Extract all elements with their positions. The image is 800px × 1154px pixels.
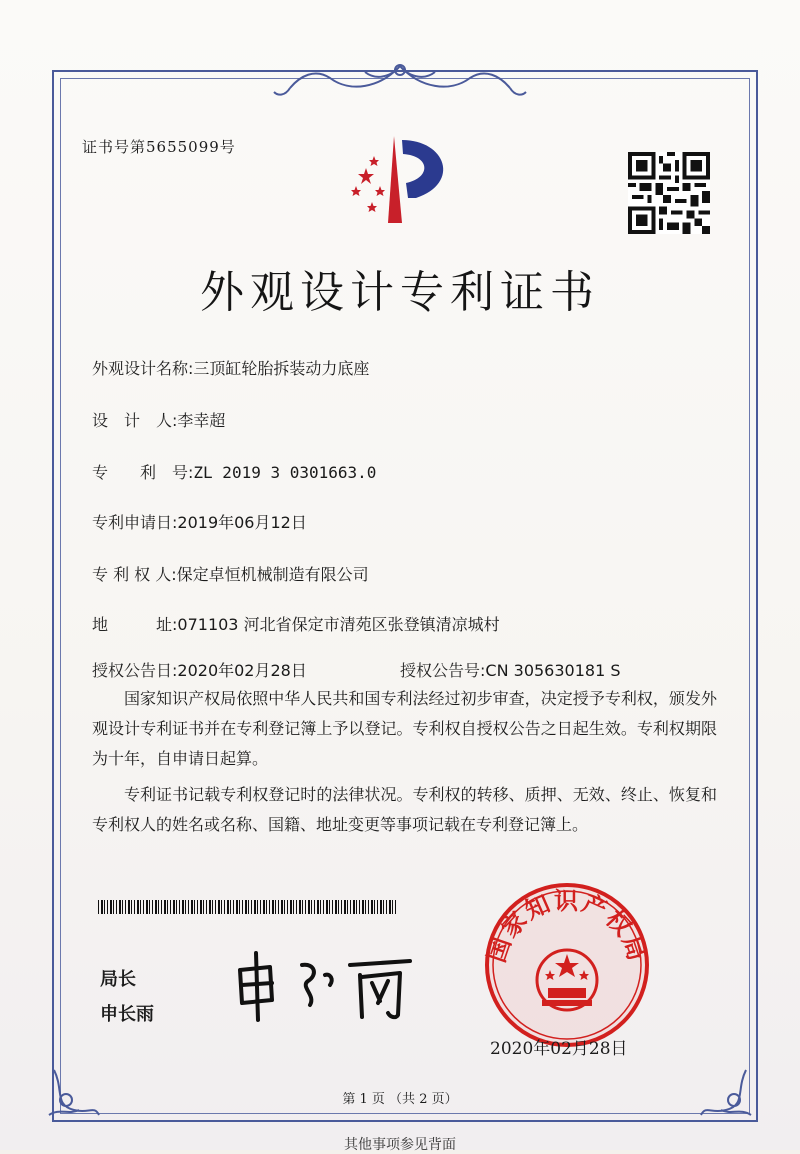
grant-number-row bbox=[400, 658, 621, 681]
grant-number-value: CN 305630181 S bbox=[485, 661, 621, 680]
patent-number-label: 专 利 号: bbox=[92, 463, 194, 482]
patent-number-row bbox=[92, 460, 376, 483]
patent-office-emblem-icon bbox=[336, 128, 466, 228]
body-paragraph-1: 国家知识产权局依照中华人民共和国专利法经过初步审查，决定授予专利权，颁发外观设计专利证书并在专利登记簿上予以登记。专利权自授权公告之日起生效。专利权期限为十年，自申请日起算。 bbox=[92, 689, 717, 768]
grant-number-label: 授权公告号: bbox=[400, 661, 486, 680]
design-name-row bbox=[92, 356, 369, 379]
grant-date-value: 2020年02月28日 bbox=[177, 661, 307, 680]
patentee-value: 保定卓恒机械制造有限公司 bbox=[176, 565, 369, 584]
application-date-label: 专利申请日: bbox=[92, 513, 178, 532]
designer-value: 李幸超 bbox=[177, 411, 226, 430]
patent-number-value: ZL 2019 3 0301663.0 bbox=[193, 463, 377, 482]
back-note: 其他事项参见背面 bbox=[344, 1137, 456, 1153]
address-label: 地 址: bbox=[92, 615, 178, 634]
qr-code-icon bbox=[628, 152, 710, 234]
design-name-label: 外观设计名称: bbox=[92, 359, 194, 378]
design-name-value: 三顶缸轮胎拆装动力底座 bbox=[193, 359, 370, 378]
body-paragraph-2: 专利证书记载专利权登记时的法律状况。专利权的转移、质押、无效、终止、恢复和专利权人的姓名或名称、国籍、地址变更等事项记载在专利登记簿上。 bbox=[92, 785, 717, 834]
designer-label: 设 计 人: bbox=[92, 411, 178, 430]
certificate-body bbox=[92, 684, 717, 846]
top-ornament-icon bbox=[270, 58, 530, 108]
barcode-icon bbox=[98, 900, 398, 914]
director-title: 局长 bbox=[100, 969, 136, 990]
certificate-number: 证书号第5655099号 bbox=[82, 138, 236, 156]
certificate-title: 外观设计专利证书 bbox=[200, 267, 600, 318]
designer-row bbox=[92, 408, 225, 431]
director-name: 申长雨 bbox=[100, 1004, 154, 1025]
grant-date-row bbox=[92, 658, 307, 681]
patentee-label: 专 利 权 人: bbox=[92, 565, 177, 584]
patentee-row bbox=[92, 562, 369, 585]
seal-text: 国家知识产权局 bbox=[482, 887, 652, 966]
official-seal-icon bbox=[482, 880, 652, 1050]
seal-date: 2020年02月28日 bbox=[490, 1039, 628, 1059]
address-value: 071103 河北省保定市清苑区张登镇清凉城村 bbox=[177, 615, 500, 634]
director-signature-icon bbox=[230, 945, 420, 1025]
address-row bbox=[92, 612, 500, 635]
application-date-value: 2019年06月12日 bbox=[177, 513, 307, 532]
application-date-row bbox=[92, 510, 307, 533]
page-number: 第 1 页 （共 2 页） bbox=[342, 1092, 458, 1107]
grant-date-label: 授权公告日: bbox=[92, 661, 178, 680]
